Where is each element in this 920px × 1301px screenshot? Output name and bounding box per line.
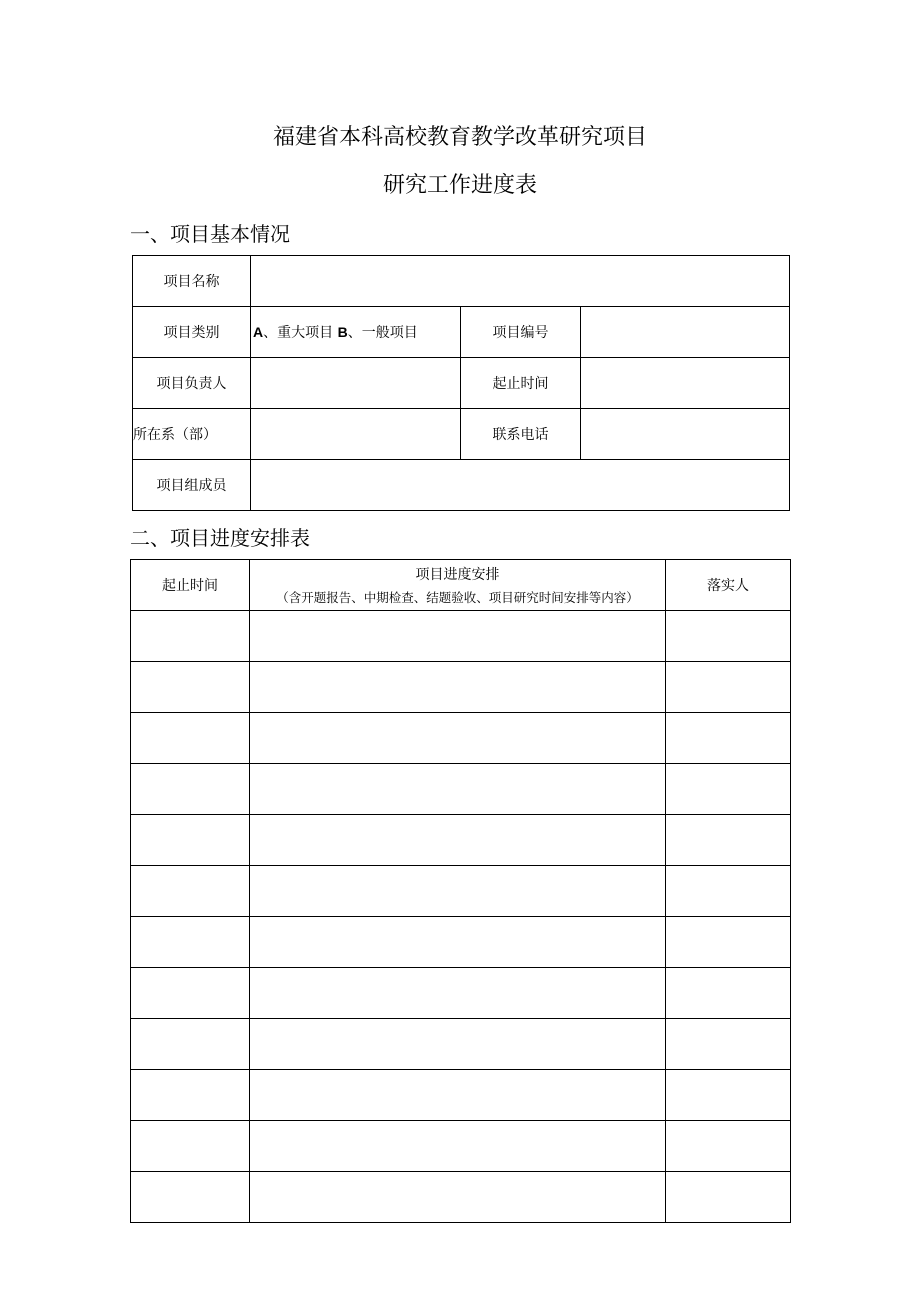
schedule-table: [130, 559, 791, 1223]
schedule-responsible-cell[interactable]: [666, 917, 791, 968]
section-basic-info-heading: 一、项目基本情况: [130, 222, 290, 246]
table-row: [133, 409, 790, 460]
schedule-responsible-cell[interactable]: [666, 662, 791, 713]
period-field[interactable]: [581, 358, 790, 409]
table-row: [131, 713, 791, 764]
table-row: [133, 307, 790, 358]
schedule-time-cell[interactable]: [131, 866, 250, 917]
table-row: [131, 1019, 791, 1070]
col-header-arrangement: [250, 560, 666, 611]
category-option-a-text: 、重大项目: [263, 325, 334, 341]
schedule-responsible-cell[interactable]: [666, 764, 791, 815]
table-row: [131, 1070, 791, 1121]
schedule-arrangement-cell[interactable]: [250, 713, 666, 764]
category-option-a-letter: A: [253, 324, 264, 340]
schedule-arrangement-cell[interactable]: [250, 1070, 666, 1121]
col-header-arrangement-note: （含开题报告、中期检查、结题验收、项目研究时间安排等内容）: [276, 590, 639, 605]
project-number-label: 项目编号: [461, 307, 581, 358]
schedule-arrangement-cell[interactable]: [250, 1172, 666, 1223]
schedule-arrangement-cell[interactable]: [250, 611, 666, 662]
project-number-field[interactable]: [581, 307, 790, 358]
schedule-arrangement-cell[interactable]: [250, 815, 666, 866]
table-row: [131, 1121, 791, 1172]
schedule-arrangement-cell[interactable]: [250, 866, 666, 917]
project-name-field[interactable]: [251, 256, 790, 307]
table-row: [131, 764, 791, 815]
department-label: 所在系（部）: [133, 409, 251, 460]
schedule-responsible-cell[interactable]: [666, 968, 791, 1019]
members-field[interactable]: [251, 460, 790, 511]
col-header-arrangement-title: 项目进度安排: [415, 567, 500, 583]
document-title: 福建省本科高校教育教学改革研究项目: [272, 125, 647, 150]
schedule-time-cell[interactable]: [131, 1070, 250, 1121]
project-leader-label: 项目负责人: [133, 358, 251, 409]
schedule-arrangement-cell[interactable]: [250, 1121, 666, 1172]
col-header-time: 起止时间: [131, 560, 250, 611]
schedule-time-cell[interactable]: [131, 713, 250, 764]
schedule-responsible-cell[interactable]: [666, 1019, 791, 1070]
schedule-time-cell[interactable]: [131, 815, 250, 866]
schedule-arrangement-cell[interactable]: [250, 1019, 666, 1070]
schedule-responsible-cell[interactable]: [666, 1070, 791, 1121]
schedule-responsible-cell[interactable]: [666, 713, 791, 764]
project-category-label: 项目类别: [133, 307, 251, 358]
basic-info-table: [132, 255, 790, 511]
project-leader-field[interactable]: [251, 358, 461, 409]
schedule-responsible-cell[interactable]: [666, 611, 791, 662]
table-row: [131, 917, 791, 968]
table-row: [131, 1172, 791, 1223]
col-header-responsible: 落实人: [666, 560, 791, 611]
phone-field[interactable]: [581, 409, 790, 460]
table-row: [131, 968, 791, 1019]
schedule-arrangement-cell[interactable]: [250, 968, 666, 1019]
category-option-b-letter: B: [337, 324, 348, 340]
schedule-arrangement-cell[interactable]: [250, 764, 666, 815]
table-row: [131, 866, 791, 917]
table-row: [131, 662, 791, 713]
department-field[interactable]: [251, 409, 461, 460]
schedule-responsible-cell[interactable]: [666, 815, 791, 866]
schedule-time-cell[interactable]: [131, 764, 250, 815]
project-category-options[interactable]: [251, 307, 461, 358]
schedule-time-cell[interactable]: [131, 917, 250, 968]
project-name-label: 项目名称: [133, 256, 251, 307]
schedule-responsible-cell[interactable]: [666, 866, 791, 917]
schedule-time-cell[interactable]: [131, 968, 250, 1019]
schedule-time-cell[interactable]: [131, 611, 250, 662]
category-option-b-text: 、一般项目: [347, 325, 418, 341]
members-label: 项目组成员: [133, 460, 251, 511]
schedule-time-cell[interactable]: [131, 662, 250, 713]
schedule-arrangement-cell[interactable]: [250, 662, 666, 713]
schedule-time-cell[interactable]: [131, 1121, 250, 1172]
phone-label: 联系电话: [461, 409, 581, 460]
table-header-row: [131, 560, 791, 611]
table-row: [133, 358, 790, 409]
schedule-time-cell[interactable]: [131, 1019, 250, 1070]
schedule-arrangement-cell[interactable]: [250, 917, 666, 968]
table-row: [131, 611, 791, 662]
schedule-responsible-cell[interactable]: [666, 1172, 791, 1223]
document-subtitle: 研究工作进度表: [382, 173, 537, 198]
table-row: [133, 256, 790, 307]
table-row: [133, 460, 790, 511]
table-row: [131, 815, 791, 866]
section-schedule-heading: 二、项目进度安排表: [130, 526, 310, 550]
schedule-responsible-cell[interactable]: [666, 1121, 791, 1172]
period-label: 起止时间: [461, 358, 581, 409]
schedule-time-cell[interactable]: [131, 1172, 250, 1223]
